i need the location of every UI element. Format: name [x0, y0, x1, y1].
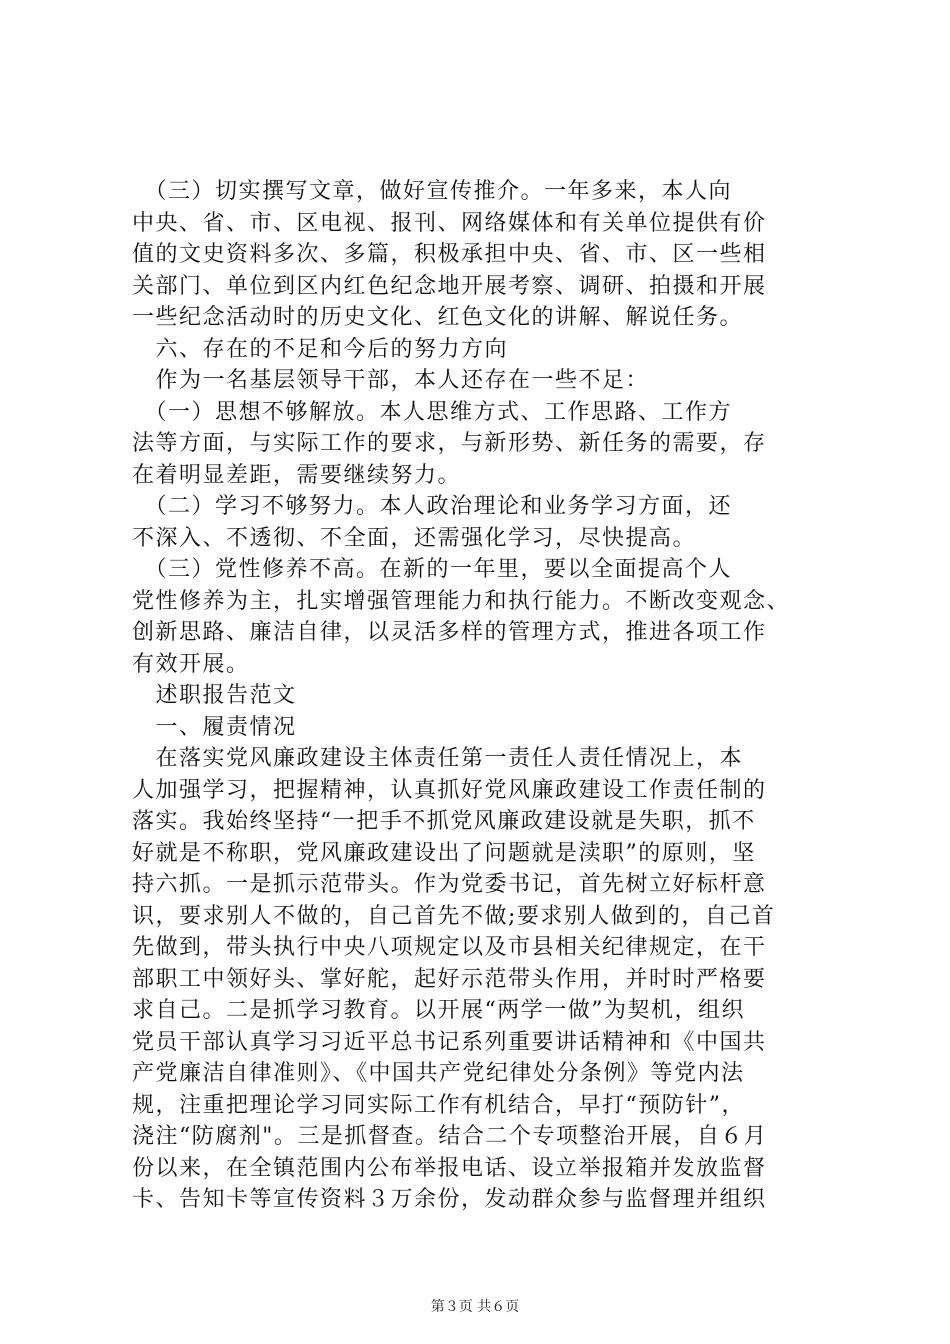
document-body	[132, 176, 832, 1216]
text-line: 浇注“防腐剂"。三是抓督查。结合二个专项整治开展，自６月	[132, 1124, 768, 1149]
text-line: 求自己。二是抓学习教育。以开展“两学一做”为契机，组织	[132, 998, 745, 1023]
text-line: 创新思路、廉洁自律，以灵活多样的管理方式，推进各项工作	[132, 620, 767, 645]
text-line: （三）切实撰写文章，做好宣传推介。一年多来，本人向	[132, 179, 733, 204]
text-line: 卡、告知卡等宣传资料３万余份，发动群众参与监督理并组织	[132, 1187, 767, 1212]
text-line: 一些纪念活动时的历史文化、红色文化的讲解、解说任务。	[132, 305, 744, 330]
text-line: 述职报告范文	[132, 683, 297, 708]
text-line: （一）思想不够解放。本人思维方式、工作思路、工作方	[132, 399, 733, 425]
text-line: 部职工中领好头、掌好舵，起好示范带头作用，并时时严格要	[132, 966, 767, 992]
text-line: 作为一名基层领导干部，本人还存在一些不足：	[132, 368, 650, 393]
text-line: 关部门、单位到区内红色纪念地开展考察、调研、拍摄和开展	[132, 273, 767, 299]
text-line: 法等方面，与实际工作的要求，与新形势、新任务的需要，存	[132, 431, 767, 456]
text-line: 好就是不称职，党风廉政建设出了问题就是渎职”的原则，坚	[132, 840, 756, 866]
text-line: 一、履责情况	[132, 714, 297, 740]
page-number-footer: 第３页 共６页	[430, 1299, 520, 1315]
text-line: （三）党性修养不高。在新的一年里，要以全面提高个人	[132, 557, 733, 582]
text-line: 有效开展。	[132, 651, 250, 677]
text-line: （二）学习不够努力。本人政治理论和业务学习方面，还	[132, 494, 733, 519]
text-line: 中央、省、市、区电视、报刊、网络媒体和有关单位提供有价	[132, 210, 767, 236]
text-line: 在着明显差距，需要继续努力。	[132, 462, 462, 488]
text-line: 党员干部认真学习习近平总书记系列重要讲话精神和《中国共	[132, 1029, 767, 1055]
text-line: 落实。我始终坚持“一把手不抓党风廉政建设就是失职，抓不	[132, 809, 756, 834]
text-line: 识，要求别人不做的，自己首先不做;要求别人做到的，自己首	[132, 903, 776, 929]
text-line: 持六抓。一是抓示范带头。作为党委书记，首先树立好标杆意	[132, 872, 767, 897]
text-line: 产党廉洁自律准则》、《中国共产党纪律处分条例》等党内法	[132, 1061, 745, 1086]
text-line: 在落实党风廉政建设主体责任第一责任人责任情况上，本	[132, 746, 744, 771]
text-line: 党性修养为主，扎实增强管理能力和执行能力。不断改变观念、	[132, 588, 791, 614]
text-line: 六、存在的不足和今后的努力方向	[132, 336, 509, 362]
text-line: 不深入、不透彻、不全面，还需强化学习，尽快提高。	[132, 525, 697, 551]
text-line: 规，注重把理论学习同实际工作有机结合，早打“预防针”，	[132, 1092, 745, 1118]
text-line: 人加强学习，把握精神，认真抓好党风廉政建设工作责任制的	[132, 777, 767, 803]
text-line: 先做到，带头执行中央八项规定以及市县相关纪律规定，在干	[132, 935, 767, 960]
text-line: 份以来，在全镇范围内公布举报电话、设立举报箱并发放监督	[132, 1155, 767, 1181]
text-line: 值的文史资料多次、多篇，积极承担中央、省、市、区一些相	[132, 242, 767, 267]
